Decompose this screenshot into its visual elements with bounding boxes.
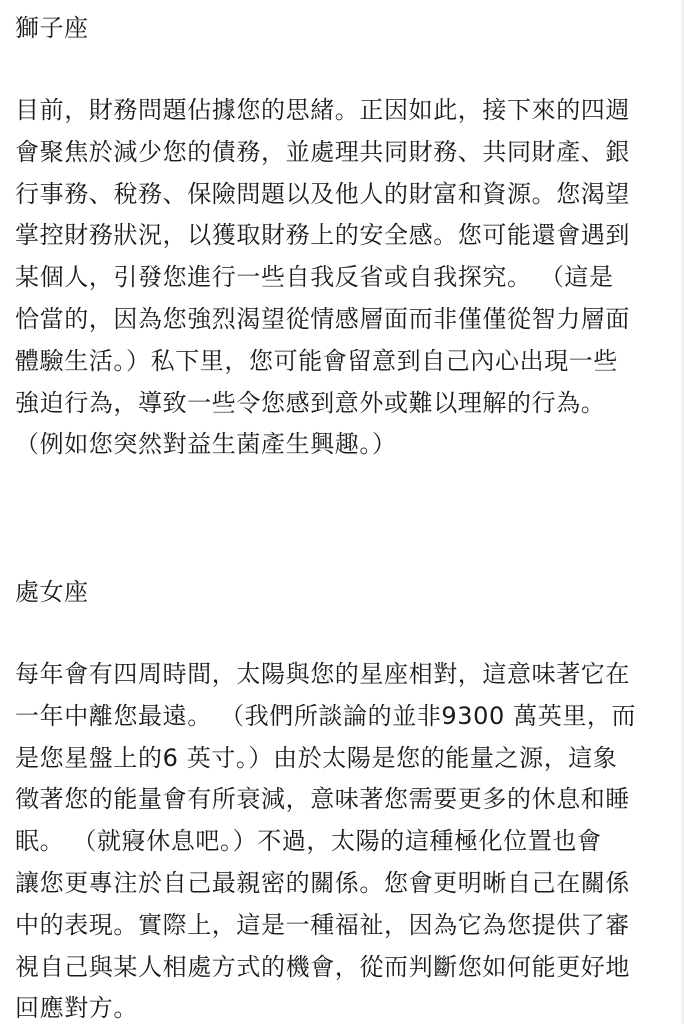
text-line: 恰當的，因為您強烈渴望從情感層面而非僅僅從智力層面 [15, 304, 630, 333]
virgo-paragraph [15, 654, 675, 1030]
text-line: 是您星盤上的6 英寸。）由於太陽是您的能量之源，這象 [15, 743, 618, 772]
text-line: 徵著您的能量會有所衰減，意味著您需要更多的休息和睡 [15, 785, 630, 814]
text-line: 會聚焦於減少您的債務，並處理共同財務、共同財產、銀 [15, 137, 630, 166]
text-line: 視自己與某人相處方式的機會，從而判斷您如何能更好地 [15, 952, 630, 981]
text-line: （例如您突然對益生菌產生興趣。） [15, 430, 397, 459]
virgo-heading: 處女座 [15, 578, 89, 606]
text-line: 體驗生活。）私下里，您可能會留意到自己內心出現一些 [15, 346, 618, 375]
leo-section [15, 12, 675, 466]
text-line: 行事務、稅務、保險問題以及他人的財富和資源。您渴望 [15, 179, 630, 208]
text-line: 目前，財務問題佔據您的思緒。正因如此，接下來的四週 [15, 96, 630, 124]
text-line: 讓您更專注於自己最親密的關係。您會更明晰自己在關係 [15, 868, 630, 897]
text-line: 一年中離您最遠。 （我們所談論的並非9300 萬英里，而 [15, 701, 637, 730]
text-line: 每年會有四周時間，太陽與您的星座相對，這意味著它在 [15, 660, 630, 688]
text-line: 某個人，引發您進行一些自我反省或自我探究。 （這是 [15, 263, 614, 292]
virgo-section [15, 576, 675, 1030]
leo-heading: 獅子座 [15, 14, 89, 42]
text-line: 掌控財務狀況，以獲取財務上的安全感。您可能還會遇到 [15, 221, 630, 250]
text-line: 回應對方。 [15, 994, 138, 1023]
text-line: 眠。 （就寢休息吧。）不過，太陽的這種極化位置也會 [15, 827, 602, 856]
text-line: 中的表現。實際上，這是一種福祉，因為它為您提供了審 [15, 910, 630, 939]
text-line: 強迫行為，導致一些令您感到意外或難以理解的行為。 [15, 388, 606, 417]
leo-paragraph [15, 90, 675, 466]
